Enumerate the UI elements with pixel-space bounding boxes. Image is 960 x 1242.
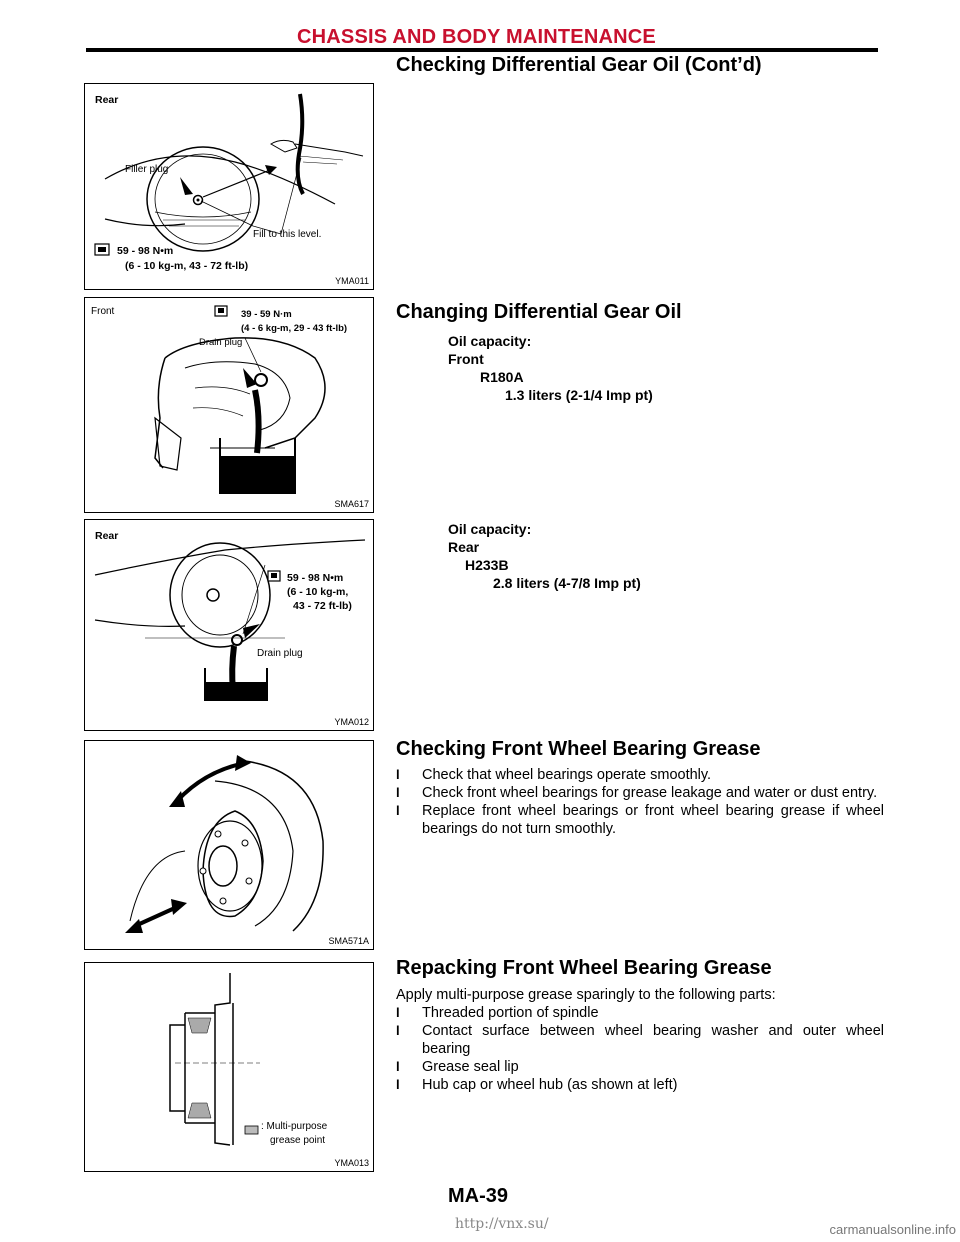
hub-cross-section-illustration bbox=[85, 963, 373, 1171]
list-item-text: Check front wheel bearings for grease leakage and water or dust entry. bbox=[422, 785, 878, 801]
list-item-text: Hub cap or wheel hub (as shown at left) bbox=[422, 1077, 678, 1093]
figure-hub-cross-section bbox=[84, 962, 374, 1172]
page-number: MA-39 bbox=[448, 1185, 509, 1207]
list-item bbox=[396, 1022, 884, 1058]
figure-rear-filler-plug bbox=[84, 83, 374, 290]
figure-code: SMA571A bbox=[328, 936, 369, 946]
figure-code: YMA011 bbox=[335, 276, 369, 286]
fill-level-label: Fill to this level. bbox=[253, 229, 322, 240]
torque-spec-units-2: 43 - 72 ft-lb) bbox=[293, 600, 352, 612]
grease-point-legend-icon bbox=[245, 1126, 258, 1134]
rotation-arrow bbox=[177, 763, 245, 801]
figure-code: YMA012 bbox=[334, 717, 369, 727]
corner-label: Rear bbox=[95, 94, 119, 106]
list-item-text: Replace front wheel bearings or front wheel bearing grease if wheel bearings do not turn smoothly. bbox=[422, 803, 884, 837]
page-subtitle: Checking Differential Gear Oil (Cont’d) bbox=[396, 54, 762, 76]
repacking-intro: Apply multi-purpose grease sparingly to the following parts: bbox=[396, 987, 776, 1003]
bullet-marker: l bbox=[396, 767, 400, 782]
front-label: Front bbox=[448, 351, 484, 367]
torque-spec: 39 - 59 N·m bbox=[241, 309, 292, 320]
filler-plug-label: Filler plug bbox=[125, 164, 169, 175]
bullet-marker: l bbox=[396, 785, 400, 800]
torque-spec-units: (6 - 10 kg-m, bbox=[287, 586, 349, 598]
bullet-marker: l bbox=[396, 1005, 400, 1020]
drain-plug-label: Drain plug bbox=[257, 648, 303, 659]
heading-repacking-bearing-grease: Repacking Front Wheel Bearing Grease bbox=[396, 957, 772, 979]
movement-arrow bbox=[135, 907, 177, 926]
figure-code: SMA617 bbox=[334, 499, 369, 509]
rear-oil-amount: 2.8 liters (4-7/8 Imp pt) bbox=[493, 575, 641, 591]
list-item bbox=[396, 766, 884, 784]
rear-model: H233B bbox=[465, 557, 509, 573]
footer-url-link[interactable]: http://vnx.su/ bbox=[455, 1216, 549, 1232]
rear-label: Rear bbox=[448, 539, 480, 555]
list-item bbox=[396, 784, 884, 802]
figure-wheel-hub-rotation bbox=[84, 740, 374, 950]
rear-differential-drain-illustration bbox=[85, 520, 373, 730]
corner-label: Front bbox=[91, 306, 115, 317]
list-item-text: Contact surface between wheel bearing washer and outer wheel bearing bbox=[422, 1023, 884, 1057]
torque-spec: 59 - 98 N•m bbox=[117, 245, 174, 257]
list-item-text: Check that wheel bearings operate smoothly. bbox=[422, 767, 712, 783]
grease-legend-label: : Multi-purpose bbox=[261, 1121, 328, 1132]
list-item-text: Threaded portion of spindle bbox=[422, 1005, 599, 1021]
list-item bbox=[396, 1004, 884, 1022]
bullet-marker: l bbox=[396, 803, 400, 818]
bullet-marker: l bbox=[396, 1059, 400, 1074]
list-item-text: Grease seal lip bbox=[422, 1059, 519, 1075]
checking-bearing-list bbox=[396, 766, 884, 838]
rear-oil-capacity-label: Oil capacity: bbox=[448, 521, 532, 537]
drain-plug-label: Drain plug bbox=[199, 337, 243, 348]
corner-label: Rear bbox=[95, 530, 119, 542]
watermark: carmanualsonline.info bbox=[829, 1222, 956, 1237]
repacking-body bbox=[396, 986, 884, 1094]
grease-legend-label-2: grease point bbox=[270, 1135, 326, 1146]
front-oil-capacity-label: Oil capacity: bbox=[448, 333, 532, 349]
header-divider bbox=[86, 48, 878, 52]
figure-rear-drain-plug bbox=[84, 519, 374, 731]
torque-spec-units: (4 - 6 kg-m, 29 - 43 ft-lb) bbox=[241, 323, 348, 334]
front-oil-amount: 1.3 liters (2-1/4 Imp pt) bbox=[505, 387, 653, 403]
figure-code: YMA013 bbox=[334, 1158, 369, 1168]
rear-differential-illustration bbox=[85, 84, 373, 289]
list-item bbox=[396, 1058, 884, 1076]
section-title: CHASSIS AND BODY MAINTENANCE bbox=[297, 26, 656, 48]
list-item bbox=[396, 1076, 884, 1094]
torque-spec-units: (6 - 10 kg-m, 43 - 72 ft-lb) bbox=[125, 260, 249, 272]
heading-changing-differential-gear-oil: Changing Differential Gear Oil bbox=[396, 301, 682, 323]
heading-checking-bearing-grease: Checking Front Wheel Bearing Grease bbox=[396, 738, 761, 760]
list-item bbox=[396, 802, 884, 838]
bullet-marker: l bbox=[396, 1077, 400, 1092]
torque-spec: 59 - 98 N•m bbox=[287, 572, 344, 584]
front-model: R180A bbox=[480, 369, 524, 385]
bullet-marker: l bbox=[396, 1023, 400, 1038]
figure-front-drain-plug bbox=[84, 297, 374, 513]
wheel-hub-illustration bbox=[85, 741, 373, 949]
